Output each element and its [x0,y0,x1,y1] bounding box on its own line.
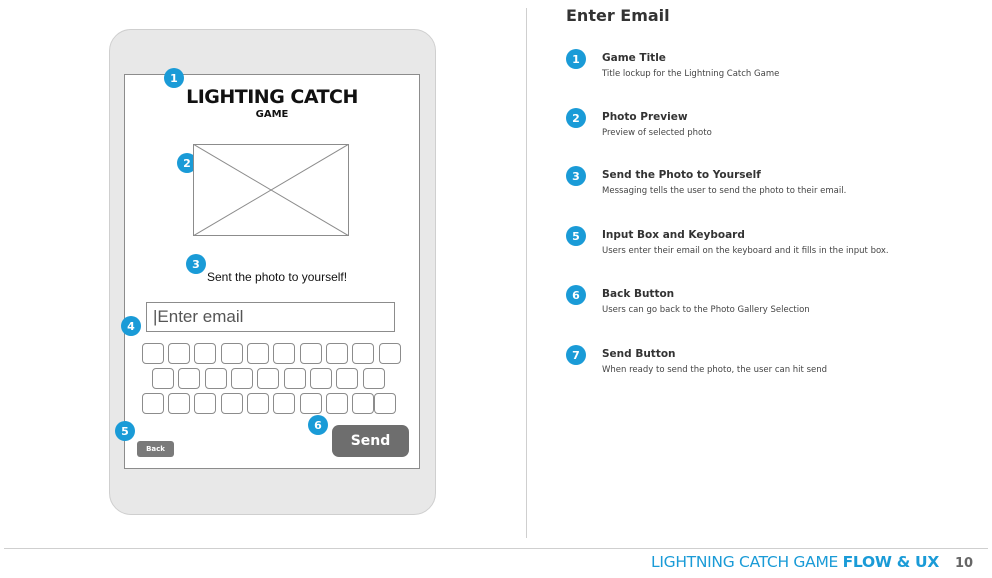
callout-badge-4: 4 [121,316,141,336]
annotation-item [566,285,966,325]
callout-badge-3: 3 [186,254,206,274]
keyboard-key[interactable] [221,393,243,414]
keyboard-key[interactable] [379,343,401,364]
annotation-title: Send the Photo to Yourself [602,169,761,181]
keyboard-key[interactable] [194,343,216,364]
annotation-description: Users can go back to the Photo Gallery Selection [602,305,810,315]
keyboard-key[interactable] [300,393,322,414]
keyboard-key[interactable] [284,368,306,389]
keyboard-key[interactable] [168,393,190,414]
annotation-badge: 1 [566,49,586,69]
annotation-item [566,166,966,206]
annotation-badge: 5 [566,226,586,246]
keyboard-key[interactable] [247,343,269,364]
keyboard-key[interactable] [168,343,190,364]
footer-divider [4,548,988,549]
keyboard-key[interactable] [152,368,174,389]
annotation-badge: 2 [566,108,586,128]
annotation-title: Photo Preview [602,111,688,123]
annotation-description: Users enter their email on the keyboard and it fills in the input box. [602,246,889,256]
annotation-badge: 7 [566,345,586,365]
keyboard-key[interactable] [194,393,216,414]
callout-badge-6: 6 [308,415,328,435]
keyboard-key[interactable] [300,343,322,364]
page-number: 10 [955,556,974,571]
annotation-title: Back Button [602,288,675,300]
panel-title: Enter Email [566,6,670,25]
footer-title [651,553,939,571]
back-button[interactable]: Back [137,441,174,457]
send-button[interactable]: Send [332,425,409,457]
keyboard-key[interactable] [205,368,227,389]
keyboard-key[interactable] [273,393,295,414]
email-input[interactable]: |Enter email [146,302,395,332]
annotation-title: Send Button [602,348,676,360]
keyboard-key[interactable] [178,368,200,389]
keyboard-key[interactable] [142,393,164,414]
annotation-description: Title lockup for the Lightning Catch Game [602,69,780,79]
annotation-item [566,108,966,148]
keyboard-key[interactable] [231,368,253,389]
keyboard-key[interactable] [326,343,348,364]
annotation-description: Preview of selected photo [602,128,712,138]
footer-title-regular: LIGHTNING CATCH GAME [651,553,843,571]
annotation-item [566,345,966,385]
game-title: LIGHTING CATCH [186,86,358,108]
game-subtitle: GAME [255,109,289,120]
keyboard-key[interactable] [310,368,332,389]
keyboard-key[interactable] [273,343,295,364]
keyboard-key[interactable] [352,343,374,364]
annotation-description: When ready to send the photo, the user can hit send [602,365,828,375]
keyboard-key[interactable] [352,393,374,414]
keyboard-key[interactable] [257,368,279,389]
footer-title-bold: FLOW & UX [842,553,939,571]
callout-badge-1: 1 [164,68,184,88]
annotation-item [566,226,966,266]
annotation-title: Game Title [602,52,666,64]
annotation-badge: 6 [566,285,586,305]
send-message: Sent the photo to yourself! [207,270,348,284]
callout-badge-2: 2 [177,153,197,173]
keyboard-key[interactable] [142,343,164,364]
annotation-title: Input Box and Keyboard [602,229,745,241]
keyboard-key[interactable] [221,343,243,364]
annotation-badge: 3 [566,166,586,186]
keyboard-key[interactable] [247,393,269,414]
callout-badge-5: 5 [115,421,135,441]
keyboard-key[interactable] [363,368,385,389]
photo-preview-placeholder [193,144,349,236]
vertical-divider [526,8,527,538]
annotation-description: Messaging tells the user to send the photo to their email. [602,186,847,196]
keyboard-key[interactable] [326,393,348,414]
keyboard-key[interactable] [336,368,358,389]
annotation-item [566,49,966,89]
keyboard-key[interactable] [374,393,396,414]
